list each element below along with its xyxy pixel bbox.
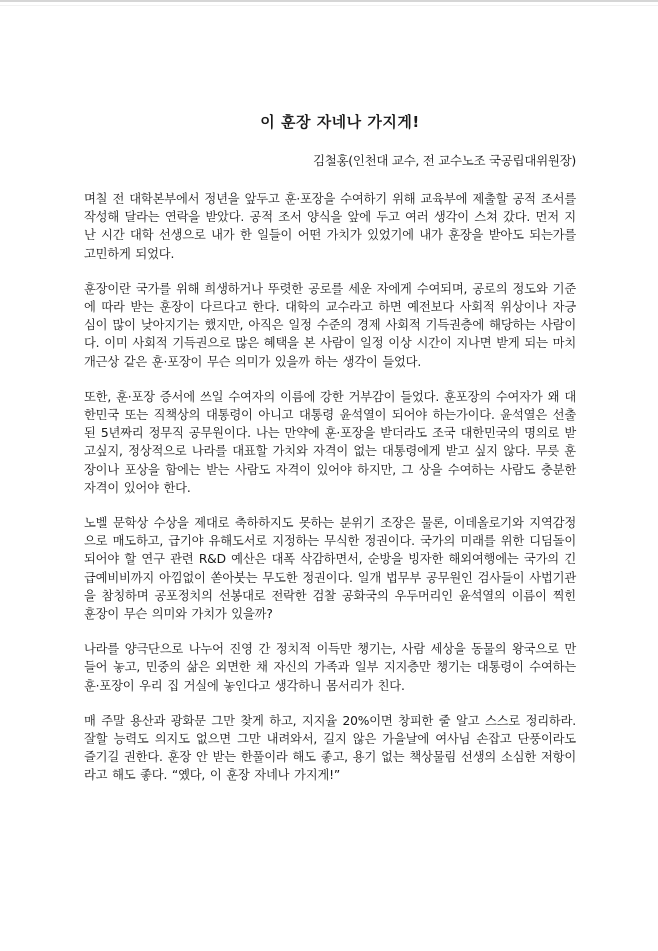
paragraph-5: 나라를 양극단으로 나누어 진영 간 정치적 이득만 챙기는, 사람 세상을 동물의 왕국으로 만들어 놓고, 민중의 삶은 외면한 채 자신의 가족과 일부 지지층만 챙기는 대통령이 수여하는 훈·포장이 우리 집 거실에 놓인다고 생각하니 몸서리가 친다. xyxy=(84,642,576,693)
paragraph-3: 또한, 훈·포장 증서에 쓰일 수여자의 이름에 강한 거부감이 들었다. 훈포장의 수여자가 왜 대한민국 또는 직책상의 대통령이 아니고 대통령 윤석열이 되어야 하는가이다. 윤석열은 선출된 5년짜리 정무직 공무원이다. 나는 만약에 훈·포장을 받더라도 조국 대한민국의 명의로 받고싶지, 정상적으로 나라를 대표할 가치와 자격이 없는 대통령에게 받고 싶지 않다. 무릇 훈장이나 포상을 함에는 받는 사람도 자격이 있어야 하지만, 그 상을 수여하는 사람도 충분한 자격이 있어야 한다. xyxy=(84,389,576,495)
top-border-shadow xyxy=(0,5,658,6)
document-title: 이 훈장 자네나 가지게! xyxy=(260,113,420,131)
paragraph-4: 노벨 문학상 수상을 제대로 축하하지도 못하는 분위기 조장은 물론, 이데올로기와 지역감정으로 매도하고, 급기야 유해도서로 지정하는 무식한 정권이다. 국가의 미래를 위한 디딤돌이 되어야 할 연구 관련 R&D 예산은 대폭 삭감하면서, 순방을 빙자한 해외여행에는 국가의 긴급예비비까지 아낌없이 쏟아붓는 무도한 정권이다. 일개 법무부 공무원인 검사들이 사법기관을 참칭하며 공포정치의 선봉대로 전락한 검찰 공화국의 우두머리인 윤석열의 이름이 찍힌 훈장이 무슨 의미와 가치가 있을까? xyxy=(84,516,576,622)
paragraph-2: 훈장이란 국가를 위해 희생하거나 뚜렷한 공로를 세운 자에게 수여되며, 공로의 정도와 기준에 따라 받는 훈장이 다르다고 한다. 대학의 교수라고 하면 예전보다 사회적 위상이나 자긍심이 많이 낮아지기는 했지만, 아직은 일정 수준의 경제 사회적 기득권층에 해당하는 사람이다. 이미 사회적 기득권으로 많은 혜택을 본 사람이 일정 이상 시간이 지나면 받게 되는 마치 개근상 같은 훈·포장이 무슨 의미가 있을까 하는 생각이 들었다. xyxy=(84,281,576,369)
top-border xyxy=(0,0,658,2)
paragraph-6: 매 주말 용산과 광화문 그만 찾게 하고, 지지율 20%이면 창피한 줄 알고 스스로 정리하라. 잘할 능력도 의지도 없으면 그만 내려와서, 길지 않은 가을날에 여사님 손잡고 단풍이라도 즐기길 권한다. 훈장 안 받는 한풀이라 해도 좋고, 용기 없는 책상물림 선생의 소심한 저항이라고 해도 좋다. “옜다, 이 훈장 자네나 가지게!” xyxy=(84,713,576,783)
author-byline: 김철홍(인천대 교수, 전 교수노조 국공립대위원장) xyxy=(312,153,576,168)
paragraph-1: 며칠 전 대학본부에서 정년을 앞두고 훈·포장을 수여하기 위해 교육부에 제출할 공적 조서를 작성해 달라는 연락을 받았다. 공적 조서 양식을 앞에 두고 여러 생각이 스쳐 갔다. 먼저 지난 시간 대학 선생으로 내가 한 일들이 어떤 가치가 있었기에 내가 훈장을 받아도 되는가를 고민하게 되었다. xyxy=(84,192,576,261)
document-page xyxy=(84,112,576,802)
